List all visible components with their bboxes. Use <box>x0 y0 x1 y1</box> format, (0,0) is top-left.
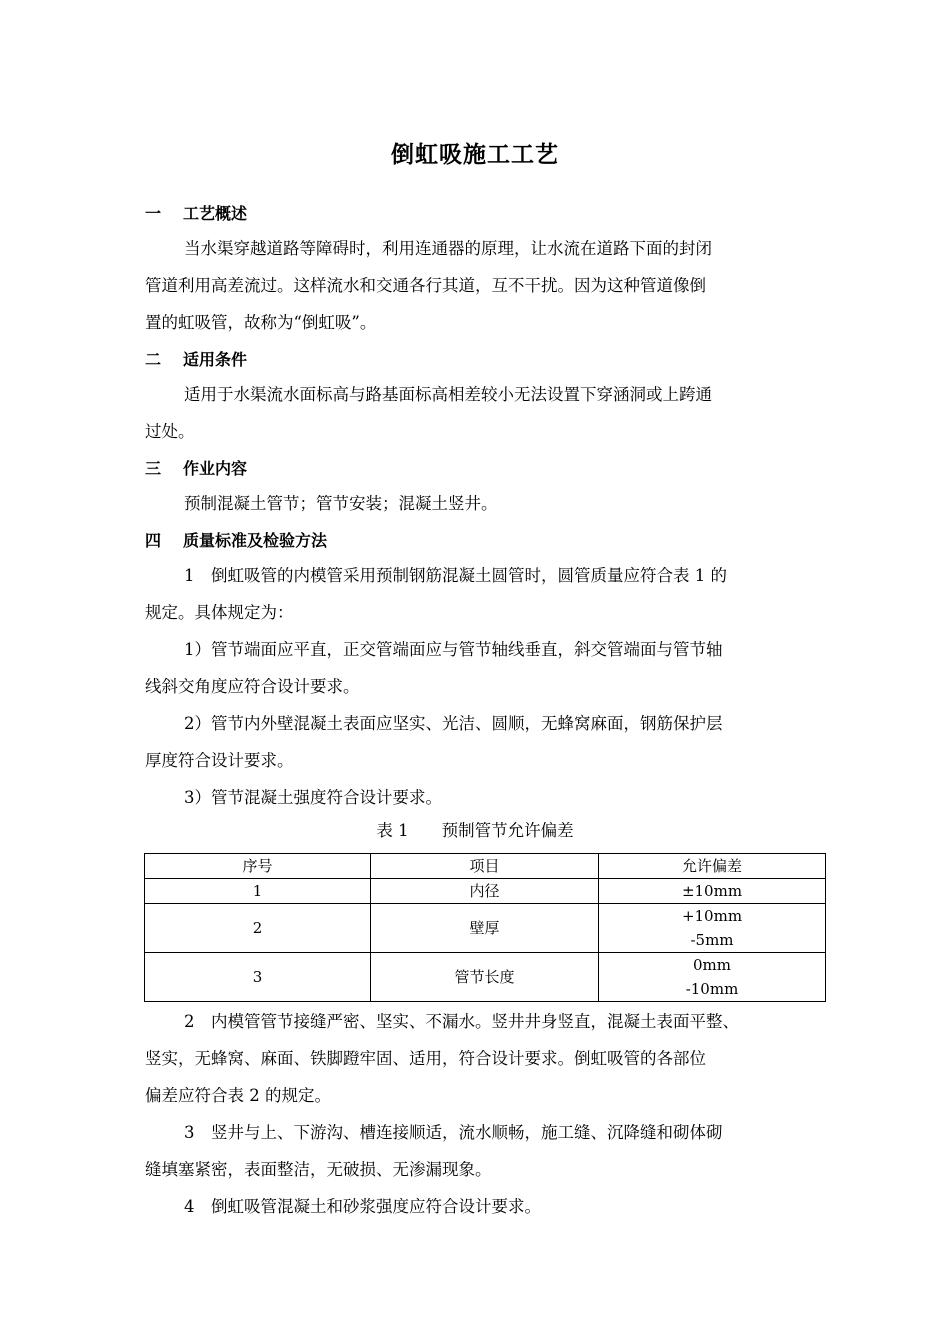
table-cell: 3 <box>145 953 371 1002</box>
section-heading-4 <box>145 530 815 552</box>
paragraph-line: 3）管节混凝土强度符合设计要求。 <box>184 788 442 807</box>
paragraph-line: 1 倒虹吸管的内模管采用预制钢筋混凝土圆管时，圆管质量应符合表 1 的 <box>184 566 727 585</box>
table-cell: ±10mm <box>599 879 826 904</box>
paragraph-line: 规定。具体规定为： <box>145 603 294 622</box>
section-heading-1 <box>145 203 815 225</box>
table-cell <box>599 904 826 953</box>
paragraph-line: 1）管节端面应平直，正交管端面应与管节轴线垂直，斜交管端面与管节轴 <box>184 640 723 659</box>
paragraph-line: 适用于水渠流水面标高与路基面标高相差较小无法设置下穿涵洞或上跨通 <box>184 385 712 404</box>
table-row <box>145 953 826 1002</box>
tolerance-value: -5mm <box>690 931 734 949</box>
paragraph-line: 线斜交角度应符合设计要求。 <box>145 677 360 696</box>
tolerance-table <box>144 853 826 1002</box>
paragraph-line: 4 倒虹吸管混凝土和砂浆强度应符合设计要求。 <box>184 1197 541 1216</box>
paragraph-line: 偏差应符合表 2 的规定。 <box>145 1086 331 1105</box>
paragraph-line: 2）管节内外壁混凝土表面应坚实、光洁、圆顺，无蜂窝麻面，钢筋保护层 <box>184 714 723 733</box>
section-heading-2 <box>145 349 815 371</box>
table-cell: 内径 <box>371 879 599 904</box>
table-row <box>145 904 826 953</box>
paragraph-line: 当水渠穿越道路等障碍时，利用连通器的原理，让水流在道路下面的封闭 <box>184 239 712 258</box>
section-title: 作业内容 <box>183 459 248 478</box>
section-number: 四 <box>145 531 162 550</box>
paragraph-line: 过处。 <box>145 422 195 441</box>
table-cell: 2 <box>145 904 371 953</box>
paragraph-line: 缝填塞紧密，表面整洁，无破损、无渗漏现象。 <box>145 1160 492 1179</box>
tolerance-value: +10mm <box>681 907 743 925</box>
table-header-row <box>145 854 826 879</box>
table-cell <box>599 953 826 1002</box>
paragraph-line: 3 竖井与上、下游沟、槽连接顺适，流水顺畅，施工缝、沉降缝和砌体砌 <box>184 1123 723 1142</box>
table-cell: 1 <box>145 879 371 904</box>
page-title: 倒虹吸施工工艺 <box>391 142 559 168</box>
paragraph-line: 厚度符合设计要求。 <box>145 751 294 770</box>
paragraph-line: 2 内模管管节接缝严密、坚实、不漏水。竖井井身竖直，混凝土表面平整、 <box>184 1012 739 1031</box>
paragraph-line: 置的虹吸管，故称为“倒虹吸”。 <box>145 313 377 332</box>
section-number: 二 <box>145 350 162 369</box>
tolerance-value: 0mm <box>693 956 731 974</box>
paragraph-line: 预制混凝土管节；管节安装；混凝土竖井。 <box>184 494 498 513</box>
section-title: 适用条件 <box>183 350 248 369</box>
paragraph-line: 竖实，无蜂窝、麻面、铁脚蹬牢固、适用，符合设计要求。倒虹吸管的各部位 <box>145 1049 706 1068</box>
table-header-cell: 允许偏差 <box>599 854 826 879</box>
table-header-cell: 序号 <box>145 854 371 879</box>
table-header-cell: 项目 <box>371 854 599 879</box>
section-number: 三 <box>145 459 162 478</box>
section-number: 一 <box>145 204 162 223</box>
section-title: 工艺概述 <box>183 204 248 223</box>
table-row <box>145 879 826 904</box>
section-title: 质量标准及检验方法 <box>183 531 328 550</box>
table-cell: 壁厚 <box>371 904 599 953</box>
table-cell: 管节长度 <box>371 953 599 1002</box>
paragraph-line: 管道利用高差流过。这样流水和交通各行其道，互不干扰。因为这种管道像倒 <box>145 276 706 295</box>
table-caption: 表 1 预制管节允许偏差 <box>376 821 574 840</box>
section-heading-3 <box>145 458 815 480</box>
tolerance-value: -10mm <box>685 980 739 998</box>
